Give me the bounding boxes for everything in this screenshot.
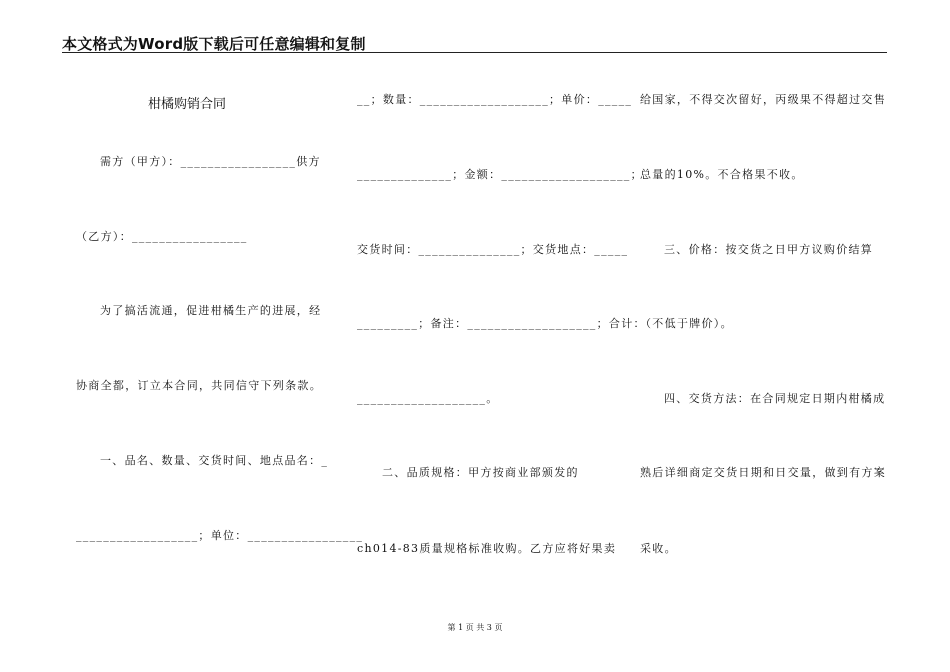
- document-title: 柑橘购销合同: [148, 97, 227, 112]
- col2-line-3: 交货时间：_______________；交货地点：_____: [357, 243, 629, 256]
- col2-line-2: ______________；金额：___________________；: [357, 168, 643, 181]
- col1-line-4: 协商全都，订立本合同，共同信守下列条款。: [76, 379, 322, 392]
- col3-line-7: 采收。: [640, 542, 677, 555]
- col1-line-2: （乙方）：_________________: [76, 230, 248, 243]
- col1-line-1: 需方（甲方）：_________________供方: [100, 155, 321, 168]
- col3-line-3: 三、价格：按交货之日甲方议购价结算: [664, 243, 874, 256]
- header-divider: [62, 52, 887, 53]
- page-number-footer: 第 1 页 共 3 页: [447, 623, 503, 632]
- col2-line-6: 二、品质规格：甲方按商业部颁发的: [382, 466, 579, 479]
- col2-line-1: __；数量：___________________；单价：_____: [357, 93, 633, 106]
- col3-line-5: 四、交货方法：在合同规定日期内柑橘成: [664, 392, 886, 405]
- page-header-title: 本文格式为Word版下载后可任意编辑和复制: [62, 35, 366, 53]
- col3-line-6: 熟后详细商定交货日期和日交量，做到有方案: [640, 466, 886, 479]
- col1-line-6: __________________；单位：_________________: [76, 529, 364, 542]
- col3-line-1: 给国家，不得交次留好，丙级果不得超过交售: [640, 93, 886, 106]
- col2-line-5: ___________________。: [357, 392, 499, 405]
- col2-line-7: ch014-83质量规格标准收购。乙方应将好果卖: [357, 542, 617, 555]
- col3-line-2: 总量的10%。不合格果不收。: [640, 168, 804, 181]
- col2-line-4: _________；备注：___________________；合计：: [357, 317, 646, 330]
- col3-line-4: （不低于牌价）。: [640, 317, 733, 330]
- col1-line-5: 一、品名、数量、交货时间、地点品名：_: [100, 454, 329, 467]
- col1-line-3: 为了搞活流通，促进柑橘生产的进展，经: [100, 304, 322, 317]
